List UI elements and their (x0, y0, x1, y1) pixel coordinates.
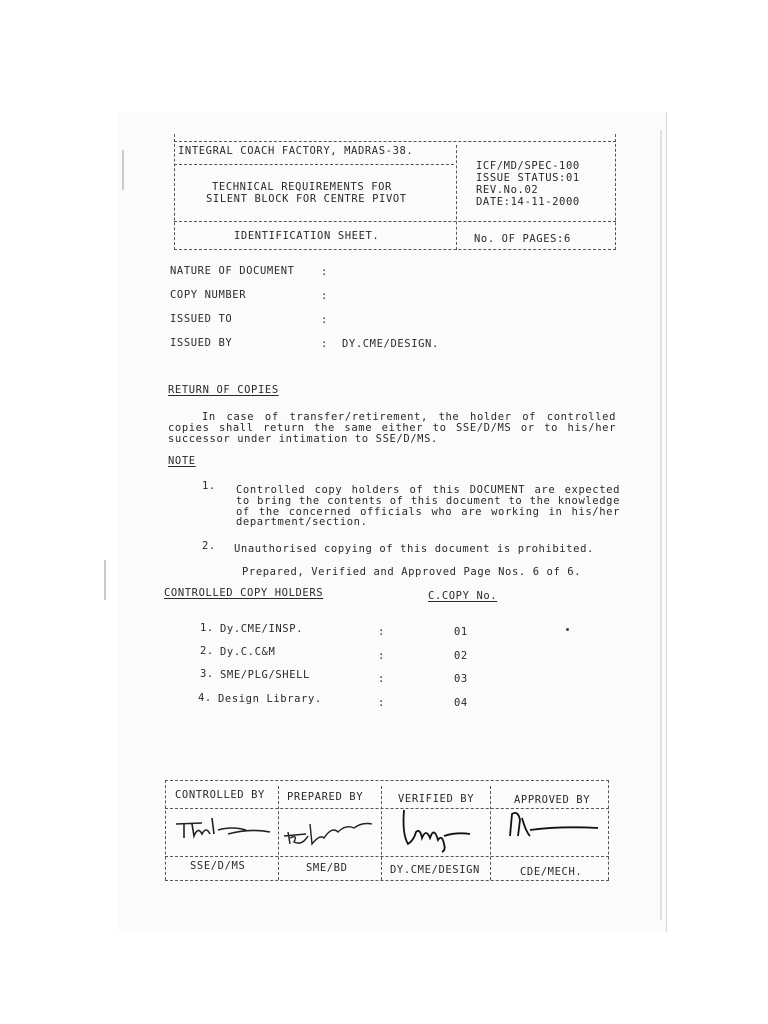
holder-number: 4. (198, 692, 212, 704)
note-number: 1. (202, 480, 216, 492)
field-separator: : (321, 290, 328, 302)
sheet-name: IDENTIFICATION SHEET. (234, 230, 380, 242)
prepared-by-signature (280, 814, 380, 854)
field-label: ISSUED BY (170, 337, 233, 349)
copy-number-heading: C.COPY No. (428, 590, 498, 602)
holder-name: Dy.C.C&M (220, 646, 276, 658)
speck (566, 628, 569, 631)
holder-copy-number: 03 (454, 673, 468, 685)
page-right-edge (660, 130, 662, 920)
field-separator: : (321, 314, 328, 326)
controlled-by-signature (172, 812, 276, 852)
approved-by-designation: CDE/MECH. (520, 866, 583, 878)
holder-separator: : (378, 626, 385, 638)
page-count: No. OF PAGES:6 (474, 233, 571, 245)
holder-number: 3. (200, 668, 214, 680)
field-value: DY.CME/DESIGN. (342, 338, 439, 350)
return-of-copies-heading: RETURN OF COPIES (168, 384, 279, 396)
revision-number: REV.No.02 (476, 184, 539, 196)
holder-separator: : (378, 673, 385, 685)
holder-name: Design Library. (218, 693, 322, 705)
controlled-by-designation: SSE/D/MS (190, 860, 246, 872)
title-line-1: TECHNICAL REQUIREMENTS FOR (212, 181, 392, 193)
note-text: Unauthorised copying of this document is prohibited. (234, 543, 594, 555)
controlled-by-label: CONTROLLED BY (175, 789, 265, 801)
holder-name: Dy.CME/INSP. (220, 623, 304, 635)
approved-by-signature (500, 806, 604, 850)
prepared-line: Prepared, Verified and Approved Page Nos. 6 of 6. (242, 566, 582, 578)
field-separator: : (321, 338, 328, 350)
return-of-copies-text: In case of transfer/retirement, the holder of controlled copies shall return the same either to SSE/D/MS or to his/her successor under intimation to SSE/D/MS. (168, 411, 616, 445)
verified-by-label: VERIFIED BY (398, 793, 475, 805)
note-number: 2. (202, 540, 216, 552)
title-line-2: SILENT BLOCK FOR CENTRE PIVOT (206, 193, 407, 205)
note-text: Controlled copy holders of this DOCUMENT are expected to bring the contents of this document to the knowledge of the concerned officials who are working in his/her department/section. (236, 484, 620, 529)
doc-number: ICF/MD/SPEC-100 (476, 160, 580, 172)
field-label: NATURE OF DOCUMENT (170, 265, 295, 277)
note-heading: NOTE (168, 455, 196, 467)
holder-copy-number: 02 (454, 650, 468, 662)
prepared-by-label: PREPARED BY (287, 791, 364, 803)
issue-date: DATE:14-11-2000 (476, 196, 580, 208)
approved-by-label: APPROVED BY (514, 794, 591, 806)
organization-name: INTEGRAL COACH FACTORY, MADRAS-38. (178, 145, 414, 157)
holder-separator: : (378, 650, 385, 662)
holders-heading: CONTROLLED COPY HOLDERS (164, 587, 324, 599)
verified-by-signature (398, 804, 478, 854)
holder-number: 2. (200, 645, 214, 657)
holder-number: 1. (200, 622, 214, 634)
prepared-by-designation: SME/BD (306, 862, 348, 874)
scan-mark (122, 150, 124, 190)
holder-copy-number: 04 (454, 697, 468, 709)
field-label: ISSUED TO (170, 313, 233, 325)
issue-status: ISSUE STATUS:01 (476, 172, 580, 184)
field-label: COPY NUMBER (170, 289, 247, 301)
holder-name: SME/PLG/SHELL (220, 669, 310, 681)
scan-mark (104, 560, 106, 600)
field-separator: : (321, 266, 328, 278)
holder-separator: : (378, 697, 385, 709)
verified-by-designation: DY.CME/DESIGN (390, 864, 480, 876)
holder-copy-number: 01 (454, 626, 468, 638)
